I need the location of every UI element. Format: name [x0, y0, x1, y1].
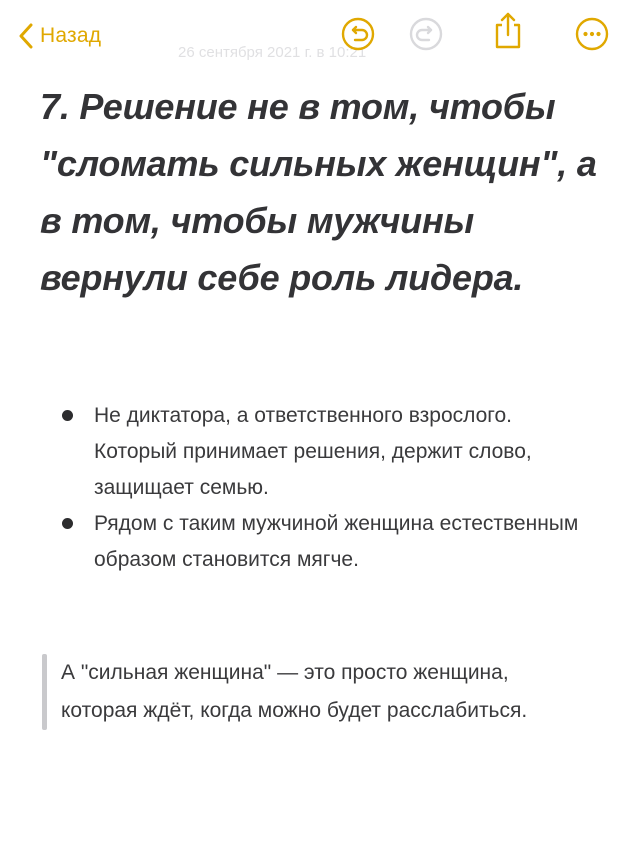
back-button[interactable] [18, 20, 101, 52]
back-label: Назад [40, 24, 102, 47]
chevron-left-icon [18, 23, 34, 49]
quote-bar [42, 654, 47, 730]
list-item-text: Не диктатора, а ответственного взрослого. Который принимает решения, держит слово, защищает семью. [94, 404, 532, 499]
toolbar [0, 0, 640, 70]
more-button[interactable] [574, 16, 610, 52]
note-title[interactable]: 7. Решение не в том, чтобы "сломать сильных женщин", а в том, чтобы мужчины вернули себе роль лидера. [40, 86, 597, 298]
undo-button[interactable] [340, 16, 376, 52]
note-date: 26 сентября 2021 г. в 10:21 [178, 44, 367, 61]
list-item[interactable] [60, 506, 600, 578]
list-item-text: Рядом с таким мужчиной женщина естественным образом становится мягче. [94, 512, 579, 571]
share-button[interactable] [490, 12, 526, 48]
more-icon [575, 17, 609, 51]
share-icon [491, 10, 525, 50]
redo-icon [409, 17, 443, 51]
redo-button[interactable] [408, 16, 444, 52]
bullet-list [60, 398, 600, 578]
quote-text: А "сильная женщина" — это просто женщина, которая ждёт, когда можно будет расслабиться. [61, 661, 528, 722]
bullet-dot-icon [62, 410, 73, 421]
bullet-dot-icon [62, 518, 73, 529]
block-quote[interactable] [42, 654, 582, 730]
list-item[interactable] [60, 398, 600, 506]
undo-icon [341, 17, 375, 51]
